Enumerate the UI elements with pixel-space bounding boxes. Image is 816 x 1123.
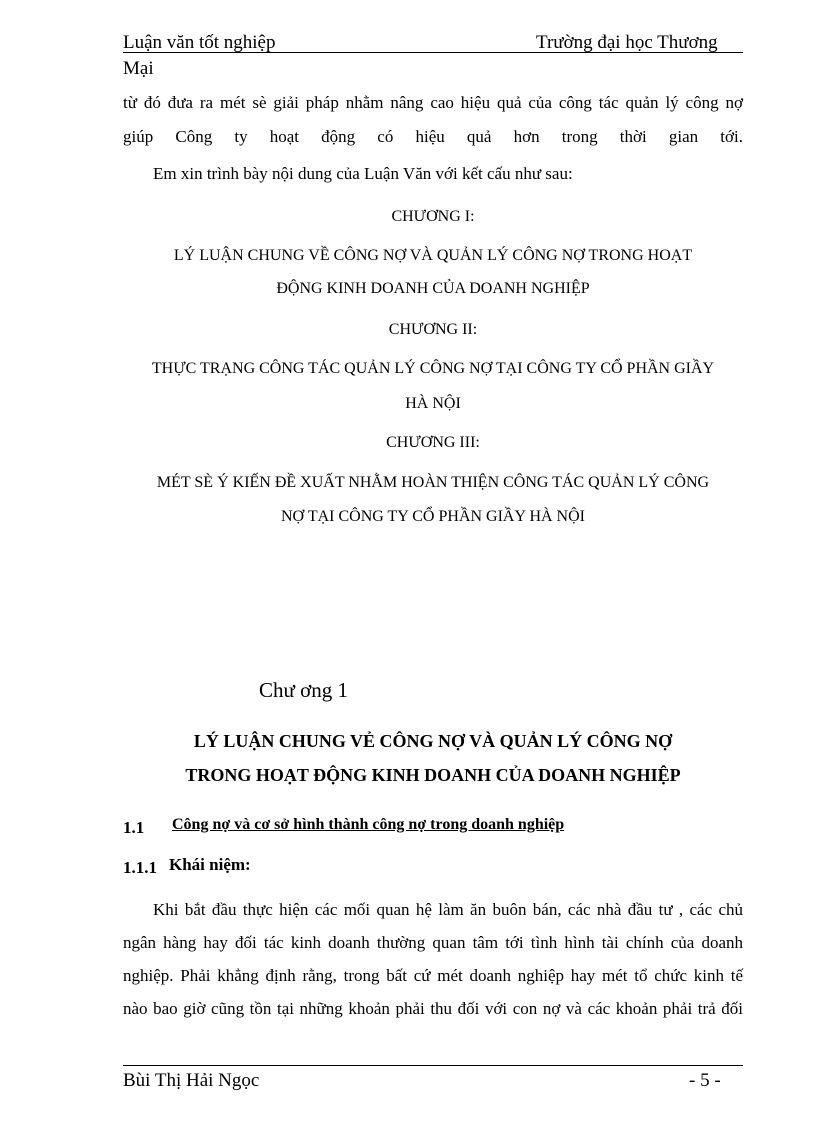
intro-line-1: từ đó đưa ra mét sè giải pháp nhằm nâng cao hiệu quả của công tác quản lý công nợ <box>123 93 743 112</box>
chapter-heading: Chư ơng 1 <box>259 678 348 702</box>
intro-line-2: giúp Công ty hoạt động có hiệu quả hơn trong thời gian tới. <box>123 127 743 146</box>
paragraph-line: nào bao giờ cũng tồn tại những khoản phải thu đối với con nợ và các khoản phải trả đối <box>123 999 743 1018</box>
paragraph-line: ngân hàng hay đối tác kinh doanh thường quan tâm tới tình hình tài chính của doanh <box>123 933 743 952</box>
paragraph-line: nghiệp. Phải khẳng định rằng, trong bất cứ mét doanh nghiệp hay mét tổ chức kinh tế <box>123 966 743 985</box>
section-title: Công nợ và cơ sở hình thành công nợ trong doanh nghiệp <box>172 816 565 833</box>
subsection-number: 1.1.1 <box>123 858 157 877</box>
outline-chapter-2-label: CHƯƠNG II: <box>388 321 478 338</box>
paragraph-line: Khi bắt đầu thực hiện các mối quan hệ làm ăn buôn bán, các nhà đầu tư , các chủ <box>153 900 743 919</box>
header-rule <box>123 52 743 53</box>
subsection-title: Khái niệm: <box>169 855 251 874</box>
outline-chapter-2-title-line-1: THỰC TRẠNG CÔNG TÁC QUẢN LÝ CÔNG NỢ TẠI CÔNG TY CỔ PHẦN GIẦY <box>151 360 715 377</box>
outline-chapter-2-title-line-2: HÀ NỘI <box>405 395 461 412</box>
outline-chapter-3-title-line-2: NỢ TẠI CÔNG TY CỔ PHẦN GIẦY HÀ NỘI <box>281 508 585 525</box>
outline-chapter-1-label: CHƯƠNG I: <box>391 208 475 225</box>
header-left: Luận văn tốt nghiệp <box>123 32 276 53</box>
intro-line-3: Em xin trình bày nội dung của Luận Văn với kết cấu như sau: <box>153 164 573 183</box>
section-number: 1.1 <box>123 818 145 837</box>
footer-rule <box>123 1065 743 1066</box>
body-paragraph <box>123 893 743 1025</box>
outline-chapter-1-title-line-2: ĐỘNG KINH DOANH CỦA DOANH NGHIỆP <box>276 280 590 297</box>
outline-chapter-3-title-line-1: MÉT SÈ Ý KIẾN ĐỀ XUẤT NHẰM HOÀN THIỆN CÔNG TÁC QUẢN LÝ CÔNG <box>156 474 710 491</box>
chapter-title-line-1: LÝ LUẬN CHUNG VẺ CÔNG NỢ VÀ QUẢN LÝ CÔNG NỢ <box>193 731 673 751</box>
page-number: - 5 - <box>689 1070 721 1091</box>
outline-chapter-1-title-line-1: LÝ LUẬN CHUNG VỀ CÔNG NỢ VÀ QUẢN LÝ CÔNG NỢ TRONG HOẠT <box>173 247 693 264</box>
footer-author: Bùi Thị Hải Ngọc <box>123 1070 260 1091</box>
header-right: Trường đại học Thương <box>536 32 718 53</box>
chapter-title-line-2: TRONG HOẠT ĐỘNG KINH DOANH CỦA DOANH NGHIỆP <box>185 765 681 785</box>
outline-chapter-3-label: CHƯƠNG III: <box>386 434 480 451</box>
header-continuation: Mại <box>123 58 154 79</box>
